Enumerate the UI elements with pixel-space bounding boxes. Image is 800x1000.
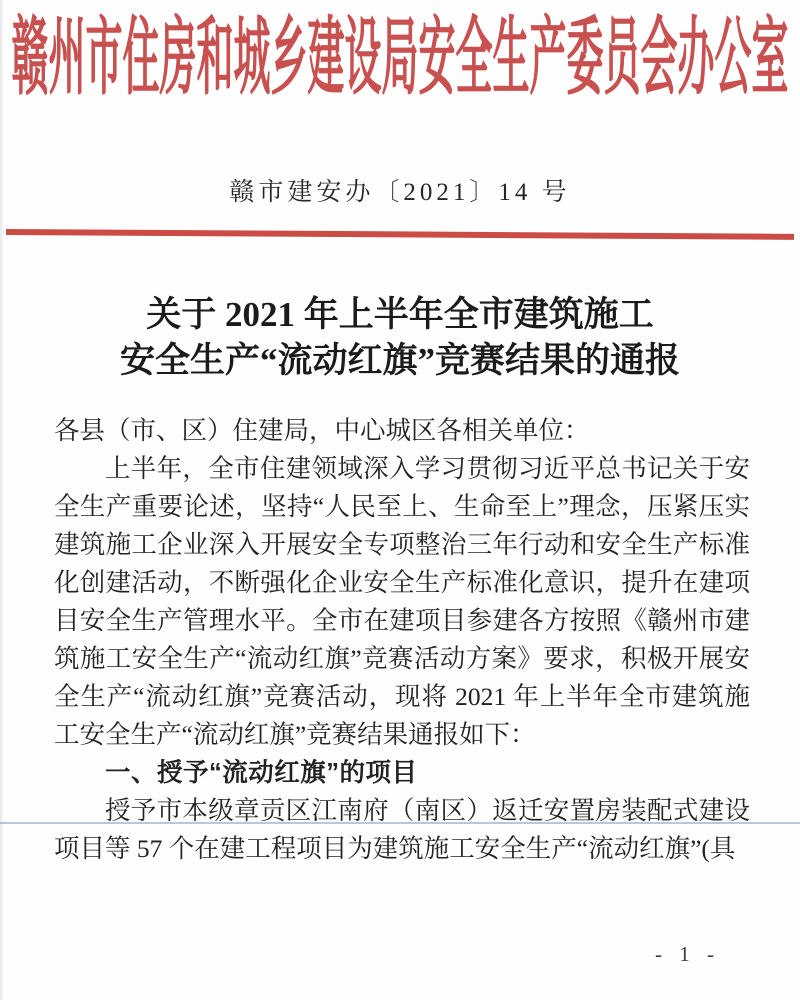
page-number: - 1 - [655, 942, 720, 966]
document-number: 赣市建安办〔2021〕14 号 [229, 179, 571, 206]
document-title-line1: 关于 2021 年上半年全市建筑施工 [146, 295, 654, 334]
section-1-heading: 一、授予“流动红旗”的项目 [105, 759, 418, 787]
document-body [54, 412, 750, 868]
body-paragraph-1: 上半年，全市住建领域深入学习贯彻习近平总书记关于安全生产重要论述，坚持“人民至上、生命至上”理念，压紧压实建筑施工企业深入开展安全专项整治三年行动和安全生产标准化创建活动，不断强化企业安全生产标准化意识，提升在建项目安全生产管理水平。全市在建项目参建各方按照《赣州市建筑施工安全生产“流动红旗”竞赛活动方案》要求，积极开展安全生产“流动红旗”竞赛活动，现将 2021 年上半年全市建筑施工安全生产“流动红旗”竞赛结果通报如下： [54, 454, 750, 749]
red-divider-rule [6, 229, 794, 240]
body-paragraph-2: 授予市本级章贡区江南府（南区）返迁安置房装配式建设项目等 57 个在建工程项目为建筑施工安全生产“流动红旗”(具 [54, 796, 750, 863]
document-title-line2: 安全生产“流动红旗”竞赛结果的通报 [119, 341, 680, 380]
document-title [0, 292, 800, 384]
salutation-line: 各县（市、区）住建局，中心城区各相关单位： [54, 416, 590, 445]
issuing-org-header: 赣州市住房和城乡建设局安全生产委员会办公室 [11, 13, 789, 108]
